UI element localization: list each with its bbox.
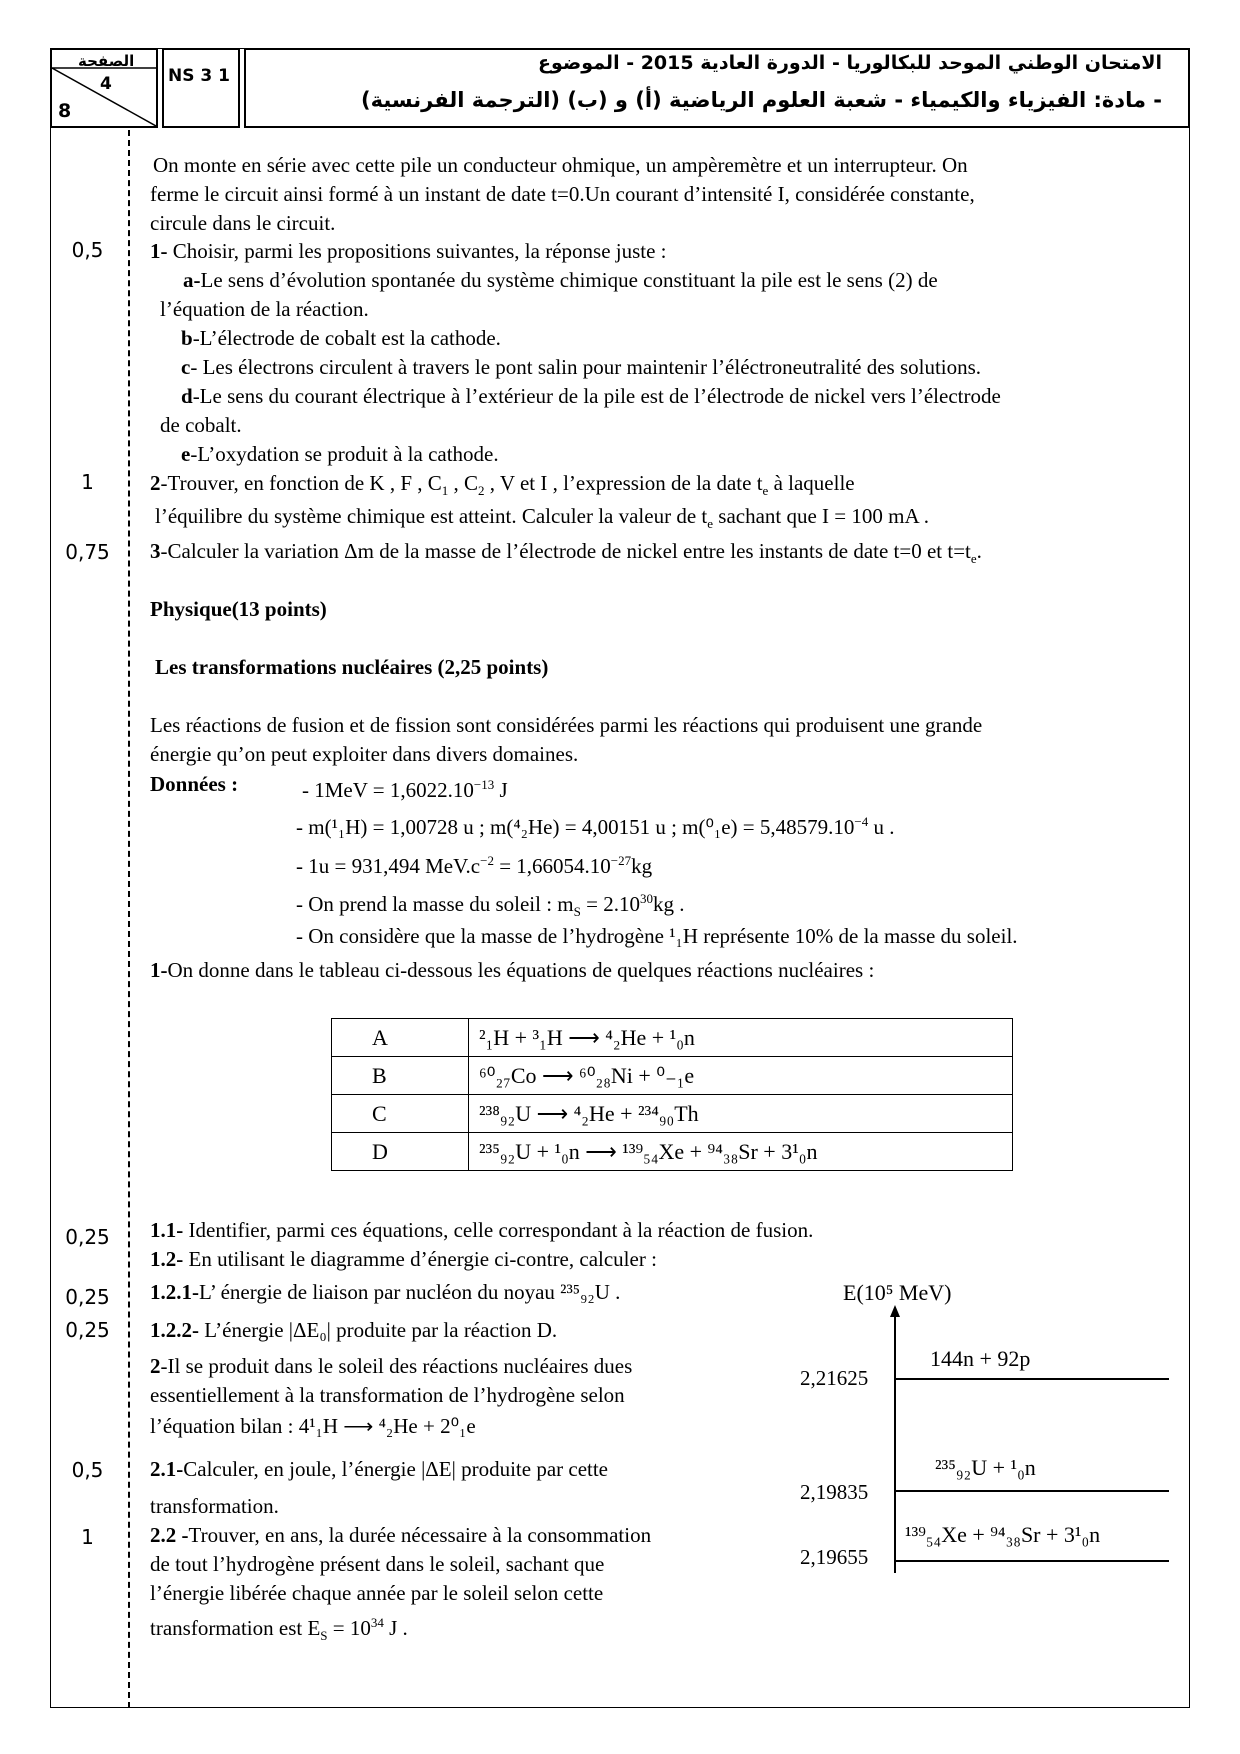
- physique-q122-num: 1.2.2-: [150, 1318, 199, 1342]
- data-sun-mass-exp: 30: [639, 891, 653, 906]
- option-c-text: - Les électrons circulent à travers le pont salin pour maintenir l’éléctroneutralité des solutions.: [190, 355, 982, 379]
- energy-level-2-value: 2,19835: [800, 1480, 869, 1504]
- data-sun-mass-text: - On prend la masse du soleil : m: [296, 892, 574, 916]
- reaction-label: B: [332, 1057, 469, 1095]
- physique-q22: [150, 1521, 651, 1550]
- physique-q12: [150, 1245, 657, 1274]
- table-row: [332, 1133, 1013, 1171]
- option-d-label: d: [181, 384, 193, 408]
- table-row: [332, 1019, 1013, 1057]
- physique-q22-line4: [150, 1608, 408, 1650]
- chem-q3: 3-Calculer la variation Δm de la masse de l’électrode de nickel entre les instants de date t=0 et $t=t_e$.: [150, 539, 982, 567]
- physique-q22-line3: l’énergie libérée chaque année par le soleil selon cette: [150, 1581, 604, 1605]
- physique-q1-num: 1-: [150, 958, 168, 982]
- physique-q22-sub: S: [320, 1628, 328, 1644]
- table-row: [332, 1095, 1013, 1133]
- section-title: Les transformations nucléaires (2,25 points): [155, 655, 549, 679]
- page-number: 4: [100, 74, 112, 94]
- physique-q11-num: 1.1-: [150, 1218, 184, 1242]
- chem-q2-sub1: 1: [441, 483, 449, 499]
- physique-q2-num: 2: [150, 1354, 161, 1378]
- chem-q2-sub-e2: e: [707, 516, 714, 532]
- option-b-text: -L’électrode de cobalt est la cathode.: [192, 326, 501, 350]
- data-u-exp2: −27: [610, 853, 632, 868]
- physique-q1-text: On donne dans le tableau ci-dessous les équations de quelques réactions nucléaires :: [167, 958, 875, 982]
- physique-q121: [150, 1278, 620, 1307]
- margin-dashed-line: [128, 130, 130, 1708]
- header-title-line2: - مادة: الفيزياء والكيمياء - شعبة العلوم الرياضية (أ) و (ب) (الترجمة الفرنسية): [361, 88, 1162, 112]
- chem-q2-sub2: 2: [478, 483, 485, 499]
- physique-intro-2: énergie qu’on peut exploiter dans divers domaines.: [150, 742, 579, 766]
- chem-intro-2: ferme le circuit ainsi formé à un instant de date t=0.Un courant d’intensité I, considérée constante,: [150, 182, 975, 206]
- exam-code: NS 3 1: [168, 66, 230, 86]
- data-masses: [296, 807, 894, 842]
- data-masses-exp: −4: [854, 814, 869, 829]
- physique-title: Physique(13 points): [150, 597, 327, 621]
- reaction-label: D: [332, 1133, 469, 1171]
- chem-intro-3: circule dans le circuit.: [150, 211, 336, 235]
- chem-intro-1: On monte en série avec cette pile un conducteur ohmique, un ampèremètre et un interrupteur. On: [153, 153, 968, 177]
- option-d: [181, 382, 1001, 411]
- physique-q22-line4-text: transformation est E: [150, 1616, 321, 1640]
- data-u: [296, 846, 652, 881]
- reaction-equation: ²₁H + ³₁H ⟶ ⁴₂He + ¹₀n: [469, 1019, 1013, 1057]
- data-u-unit: kg: [631, 854, 653, 878]
- option-d-cont: de cobalt.: [160, 413, 242, 437]
- energy-level-1-label: 144n + 92p: [930, 1346, 1031, 1371]
- chem-q2-line2: [155, 502, 929, 538]
- option-b-label: b: [181, 326, 193, 350]
- option-b: [181, 324, 501, 353]
- physique-q11: [150, 1216, 813, 1245]
- option-e: [181, 440, 499, 469]
- physique-q21: [150, 1455, 608, 1484]
- chem-q3-text: -Calculer la variation Δm de la masse de l’électrode de nickel entre les instants de date t=0 et t=t: [160, 539, 971, 563]
- chem-q3-sub-e: e: [970, 551, 977, 567]
- mark-q122: 0,25: [65, 1318, 110, 1342]
- header-title-line1: الامتحان الوطني الموحد للبكالوريا - الدورة العادية 2015 - الموضوع: [538, 52, 1162, 74]
- chem-q2-num: 2: [150, 471, 161, 495]
- option-c-label: c: [181, 355, 191, 379]
- mark-q2: 1: [81, 470, 94, 494]
- reaction-equation: ²³⁸₉₂U ⟶ ⁴₂He + ²³⁴₉₀Th: [469, 1095, 1013, 1133]
- data-mev-unit: J: [494, 778, 508, 802]
- physique-q2-text-a: -Il se produit dans le soleil des réactions nucléaires dues: [160, 1354, 633, 1378]
- physique-q22-text: Trouver, en ans, la durée nécessaire à la consommation: [188, 1523, 652, 1547]
- energy-level-1: [895, 1378, 1169, 1380]
- reaction-label: A: [332, 1019, 469, 1057]
- reaction-equation: ²³⁵₉₂U + ¹₀n ⟶ ¹³⁹₅₄Xe + ⁹⁴₃₈Sr + 3¹₀n: [469, 1133, 1013, 1171]
- option-d-text: -Le sens du courant électrique à l’extérieur de la pile est de l’électrode de nickel vers l’électrode: [192, 384, 1001, 408]
- chem-q2-text-a: -Trouver, en fonction de K , F , C: [160, 471, 442, 495]
- chem-q1-num: 1-: [150, 239, 168, 263]
- physique-q12-num: 1.2-: [150, 1247, 184, 1271]
- chem-q1-text: Choisir, parmi les propositions suivantes, la réponse juste :: [167, 239, 667, 263]
- reactions-table: [331, 1018, 1013, 1171]
- physique-q121-num: 1.2.1-: [150, 1280, 199, 1304]
- data-masses-unit: u .: [868, 815, 895, 839]
- physique-q122-text: L’énergie |ΔE₀| produite par la réaction D.: [199, 1318, 558, 1342]
- physique-q22-line2: de tout l’hydrogène présent dans le soleil, sachant que: [150, 1552, 605, 1576]
- physique-q22-num: 2.2 -: [150, 1523, 189, 1547]
- mark-q1: 0,5: [71, 238, 104, 262]
- page-label: الصفحة: [78, 52, 135, 70]
- physique-q12-text: En utilisant le diagramme d’énergie ci-contre, calculer :: [183, 1247, 657, 1271]
- donnees-label: Données :: [150, 772, 239, 796]
- data-sun-mass-val: = 2.10: [580, 892, 640, 916]
- data-sun-mass-sub: S: [573, 904, 581, 920]
- mark-q21: 0,5: [71, 1458, 104, 1482]
- energy-level-2: [895, 1490, 1169, 1492]
- physique-intro-1: Les réactions de fusion et de fission sont considérées parmi les réactions qui produisent une grande: [150, 713, 983, 737]
- data-u-exp1: −2: [480, 853, 494, 868]
- data-u-mid: = 1,66054.10: [493, 854, 611, 878]
- data-u-text: - 1u = 931,494 MeV.c: [296, 854, 481, 878]
- physique-q2-line2: essentiellement à la transformation de l’hydrogène selon: [150, 1383, 625, 1407]
- mark-q22: 1: [81, 1525, 94, 1549]
- physique-q22-val: = 10: [327, 1616, 371, 1640]
- chem-q2-mid1: , C: [448, 471, 479, 495]
- energy-axis-label: E(10⁵ MeV): [843, 1280, 952, 1305]
- chem-q3-num: 3: [150, 539, 161, 563]
- physique-q121-text: L’ énergie de liaison par nucléon du noyau ²³⁵₉₂U .: [199, 1280, 621, 1304]
- table-row: [332, 1057, 1013, 1095]
- chem-q2-mid2: , V et I , l’expression de la date t: [484, 471, 763, 495]
- option-e-text: -L’oxydation se produit à la cathode.: [190, 442, 499, 466]
- chem-q1: [150, 237, 667, 266]
- physique-q22-exp: 34: [370, 1615, 384, 1630]
- chem-q2-text-b: l’équilibre du système chimique est atteint. Calculer la valeur de t: [155, 504, 708, 528]
- data-mev-exp: −13: [473, 777, 495, 792]
- chem-q2-sub-e: e: [762, 483, 769, 499]
- option-a: [183, 266, 938, 295]
- physique-q122: [150, 1316, 557, 1345]
- mark-q121: 0,25: [65, 1285, 110, 1309]
- data-sun-mass: [296, 884, 684, 926]
- energy-level-2-label: ²³⁵₉₂U + ¹₀n: [935, 1455, 1036, 1480]
- chem-q2-end: à laquelle: [768, 471, 855, 495]
- energy-level-3-label: ¹³⁹₅₄Xe + ⁹⁴₃₈Sr + 3¹₀n: [905, 1522, 1101, 1547]
- page-total: 8: [58, 100, 72, 122]
- physique-q2: [150, 1352, 632, 1381]
- data-mev: [302, 770, 508, 805]
- option-c: [181, 353, 981, 382]
- energy-level-1-value: 2,21625: [800, 1366, 869, 1390]
- option-a-label: a-: [183, 268, 201, 292]
- data-hydrogen: - On considère que la masse de l’hydrogène ¹₁H représente 10% de la masse du soleil.: [296, 924, 1018, 948]
- mark-q11: 0,25: [65, 1225, 110, 1249]
- data-masses-text: - m(¹₁H) = 1,00728 u ; m(⁴₂He) = 4,00151 u ; m(⁰₁e) = 5,48579.10: [296, 815, 855, 839]
- chem-q2: [150, 469, 855, 505]
- reaction-label: C: [332, 1095, 469, 1133]
- data-mev-text: - 1MeV = 1,6022.10: [302, 778, 474, 802]
- energy-level-3-value: 2,19655: [800, 1545, 869, 1569]
- physique-q21-text: Calculer, en joule, l’énergie |ΔE| produite par cette: [183, 1457, 609, 1481]
- energy-level-3: [895, 1560, 1169, 1562]
- option-e-label: e: [181, 442, 191, 466]
- mark-q3: 0,75: [65, 540, 110, 564]
- physique-q11-text: Identifier, parmi ces équations, celle correspondant à la réaction de fusion.: [183, 1218, 814, 1242]
- option-a-text: Le sens d’évolution spontanée du système chimique constituant la pile est le sens (2) de: [200, 268, 938, 292]
- physique-q2-equation: l’équation bilan : 4¹₁H ⟶ ⁴₂He + 2⁰₁e: [150, 1414, 476, 1438]
- chem-q2-text-b2: sachant que I = 100 mA .: [713, 504, 929, 528]
- physique-q1: [150, 956, 874, 985]
- reaction-equation: ⁶⁰₂₇Co ⟶ ⁶⁰₂₈Ni + ⁰₋₁e: [469, 1057, 1013, 1095]
- data-sun-mass-unit: kg .: [652, 892, 685, 916]
- physique-q21-num: 2.1-: [150, 1457, 184, 1481]
- option-a-cont: l’équation de la réaction.: [160, 297, 369, 321]
- physique-q21-cont: transformation.: [150, 1494, 279, 1518]
- physique-q22-unit: J .: [383, 1616, 408, 1640]
